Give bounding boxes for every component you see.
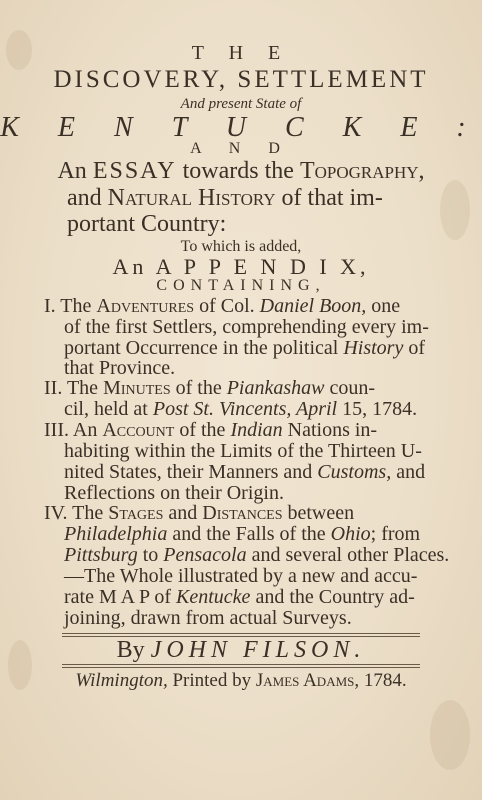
heading-present-state: And present State of <box>180 96 302 112</box>
heading-discovery: DISCOVERY, SETTLEMENT <box>53 66 429 93</box>
item-1-l3-post: of <box>403 337 425 359</box>
item-4-ohio: Ohio <box>330 523 371 545</box>
divider-rule-top <box>62 633 420 634</box>
imprint-printed: Printed by <box>167 670 256 691</box>
item-4-kentucke: Kentucke <box>176 586 251 608</box>
item-2-l2-pre: cil, held at <box>64 398 153 420</box>
divider-rule-bottom-inner <box>62 667 420 668</box>
item-4-l3-post: and several other Places. <box>246 544 450 566</box>
item-4-line-3 <box>64 545 449 566</box>
portant-country-line: portant Country: <box>67 211 227 237</box>
item-2-date: 15, 1784. <box>337 398 418 420</box>
item-1-adventures: Adventures <box>96 295 195 317</box>
item-2-vincents: Post St. Vincents, April <box>152 398 338 420</box>
item-3-line-1 <box>44 420 377 441</box>
item-1-line-4: that Province. <box>64 357 176 379</box>
item-3-post: Nations in- <box>282 419 378 441</box>
item-4-line-4: —The Whole illustrated by a new and accu- <box>64 565 418 587</box>
item-3-customs: Customs, <box>317 461 392 483</box>
item-3-number: III. An <box>44 419 103 441</box>
essay-prefix: An <box>57 158 87 184</box>
heading-and: A N D <box>190 140 292 157</box>
item-1-mid: of Col. <box>194 295 260 317</box>
item-1-l3-pre: portant Occurrence in the political <box>64 337 344 359</box>
heading-the: T H E <box>191 42 291 64</box>
item-3-l3-post: and <box>391 461 426 483</box>
natural-history: Natural History <box>107 185 276 211</box>
item-4-stages: Stages <box>108 502 164 524</box>
item-2-piankashaw: Piankashaw <box>226 377 325 399</box>
item-4-l5-post: and the Country ad- <box>250 586 415 608</box>
divider-rule-bottom <box>62 664 420 665</box>
line7-pre: and <box>67 185 108 211</box>
item-4-number: IV. The <box>44 502 109 524</box>
containing-heading: CONTAINING, <box>156 277 326 294</box>
natural-history-line <box>67 185 383 212</box>
line7-post: of that im- <box>275 185 383 211</box>
item-3-l3-pre: nited States, their Manners and <box>64 461 318 483</box>
heading-kentucke: K E N T U C K E : <box>0 112 482 143</box>
item-4-pensacola: Pensacola <box>163 544 247 566</box>
essay-topography: Topography, <box>299 158 425 184</box>
item-3-indian: Indian <box>230 419 283 441</box>
item-4-line-5 <box>64 587 415 608</box>
essay-line <box>0 158 482 185</box>
item-3-mid: of the <box>174 419 231 441</box>
item-4-l3-mid: to <box>137 544 164 566</box>
imprint-printer: James Adams, <box>255 670 360 691</box>
item-4-mid: and <box>163 502 203 524</box>
imprint <box>0 670 482 692</box>
essay-rest: towards the <box>176 158 300 184</box>
byline-by: By <box>116 637 145 663</box>
item-4-l2-post: ; from <box>370 523 421 545</box>
item-1-post: one <box>366 295 401 317</box>
item-4-philadelphia: Philadelphia <box>64 523 168 545</box>
item-2-mid: of the <box>170 377 227 399</box>
imprint-year: 1784. <box>359 670 407 691</box>
item-4-pittsburg: Pittsburg <box>64 544 138 566</box>
item-4-l2-mid: and the Falls of the <box>167 523 331 545</box>
item-1-line-2: of the first Settlers, comprehending every im- <box>64 316 429 338</box>
author-name: JOHN FILSON. <box>150 637 366 663</box>
appendix-heading: An A P P E N D I X, <box>112 254 370 279</box>
item-1-number: I. The <box>44 295 97 317</box>
item-4-l5-pre: rate M A P of <box>64 586 177 608</box>
item-3-account: Account <box>102 419 175 441</box>
to-which-added: To which is added, <box>180 238 302 255</box>
imprint-place: Wilmington, <box>75 670 168 691</box>
item-4-line-1 <box>44 503 354 524</box>
item-2-line-2 <box>64 399 417 420</box>
item-2-minutes: Minutes <box>103 377 171 399</box>
item-2-post: coun- <box>324 377 376 399</box>
item-1-history: History <box>343 337 404 359</box>
item-2-line-1 <box>44 378 375 399</box>
item-3-line-3 <box>64 462 425 483</box>
item-4-line-6: joining, drawn from actual Surveys. <box>64 607 352 629</box>
item-2-number: II. The <box>44 377 104 399</box>
byline <box>0 637 482 664</box>
item-3-line-2: habiting within the Limits of the Thirteen U- <box>64 440 422 462</box>
item-3-line-4: Reflections on their Origin. <box>64 482 284 504</box>
item-4-post: between <box>282 502 355 524</box>
item-1-line-3 <box>64 338 425 359</box>
essay-word: ESSAY <box>92 158 177 184</box>
item-1-line-1 <box>44 296 400 317</box>
item-1-boon: Daniel Boon, <box>259 295 367 317</box>
item-4-line-2 <box>64 524 420 545</box>
item-4-distances: Distances <box>202 502 283 524</box>
